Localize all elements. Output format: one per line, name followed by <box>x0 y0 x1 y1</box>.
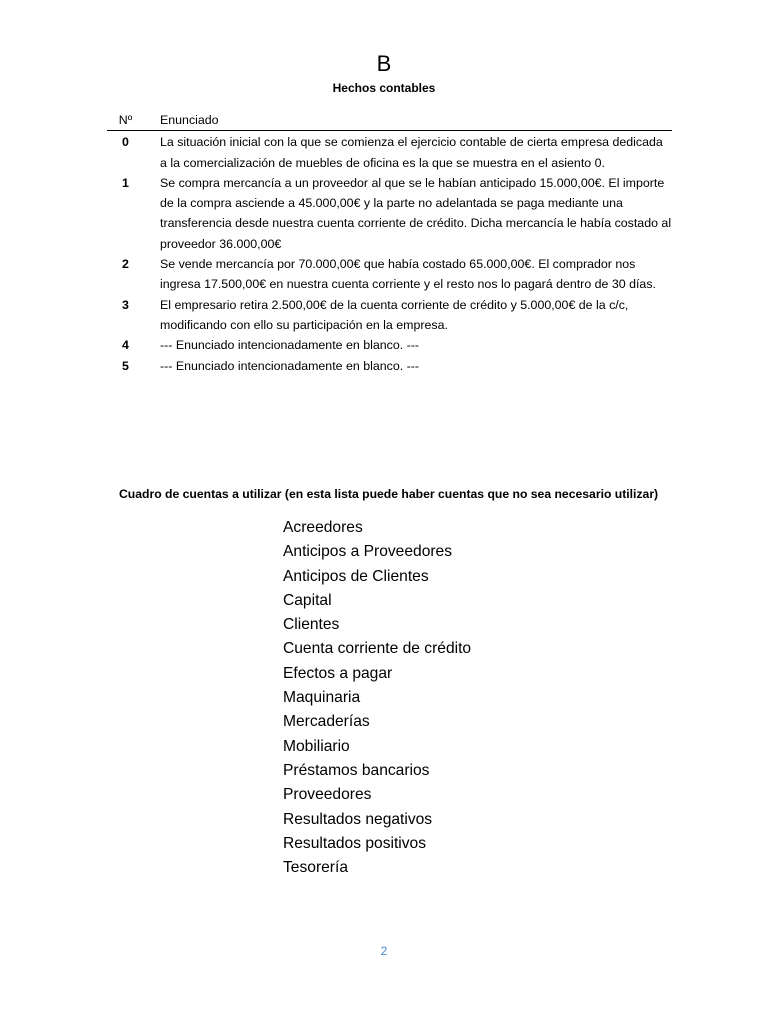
list-item: Mercaderías <box>283 713 370 731</box>
page-letter: B <box>376 51 392 76</box>
list-item: Capital <box>283 591 332 609</box>
list-item: Cuenta corriente de crédito <box>283 640 472 658</box>
list-item: Resultados negativos <box>283 810 433 828</box>
list-item: Acreedores <box>283 519 363 536</box>
row-number: 0 <box>122 135 129 150</box>
list-item: Tesorería <box>283 859 349 877</box>
list-item: Resultados positivos <box>283 834 427 852</box>
row-number: 3 <box>122 297 129 312</box>
list-item: Efectos a pagar <box>283 664 393 682</box>
page-number: 2 <box>380 944 388 958</box>
table-row <box>107 131 672 173</box>
accounts-heading: Cuadro de cuentas a utilizar (en esta lista puede haber cuentas que no sea necesario utilizar) <box>119 487 659 501</box>
column-header-number: Nº <box>107 110 144 131</box>
row-statement: --- Enunciado intencionadamente en blanco. --- <box>160 338 419 353</box>
row-statement: El empresario retira 2.500,00€ de la cuenta corriente de crédito y 5.000,00€ de la c/c, modificando con ello su participación en la empresa. <box>160 297 629 332</box>
row-statement: Se compra mercancía a un proveedor al que se le habían anticipado 15.000,00€. El importe de la compra asciende a 45.000,00€ y la parte no adelantada se paga mediante una transferencia desde nuestra cuenta corriente de crédito. Dicha mercancía le había costado al proveedor 36.000,00€ <box>160 175 672 251</box>
list-item: Préstamos bancarios <box>283 761 430 779</box>
facts-table <box>107 110 672 376</box>
list-item: Proveedores <box>283 786 372 804</box>
row-statement: La situación inicial con la que se comienza el ejercicio contable de cierta empresa dedicada a la comercialización de muebles de oficina es la que se muestra en el asiento 0. <box>160 135 663 170</box>
row-number: 2 <box>122 257 129 272</box>
row-number: 4 <box>122 338 129 353</box>
list-item: Clientes <box>283 616 340 634</box>
table-row <box>107 356 672 376</box>
list-item: Maquinaria <box>283 689 361 707</box>
table-row <box>107 254 672 295</box>
row-number: 1 <box>122 175 129 190</box>
row-number: 5 <box>122 358 129 373</box>
accounts-list <box>283 516 471 880</box>
row-statement: Se vende mercancía por 70.000,00€ que había costado 65.000,00€. El comprador nos ingresa 17.500,00€ en nuestra cuenta corriente y el resto nos lo pagará dentro de 30 días. <box>160 257 656 292</box>
table-row <box>107 295 672 336</box>
list-item: Mobiliario <box>283 737 350 755</box>
list-item: Anticipos de Clientes <box>283 567 429 585</box>
table-row <box>107 335 672 355</box>
list-item: Anticipos a Proveedores <box>283 543 453 561</box>
page-subtitle: Hechos contables <box>332 81 436 95</box>
row-statement: --- Enunciado intencionadamente en blanco. --- <box>160 358 419 373</box>
column-header-statement: Enunciado <box>144 110 672 131</box>
table-header-row <box>107 110 672 131</box>
table-row <box>107 173 672 254</box>
